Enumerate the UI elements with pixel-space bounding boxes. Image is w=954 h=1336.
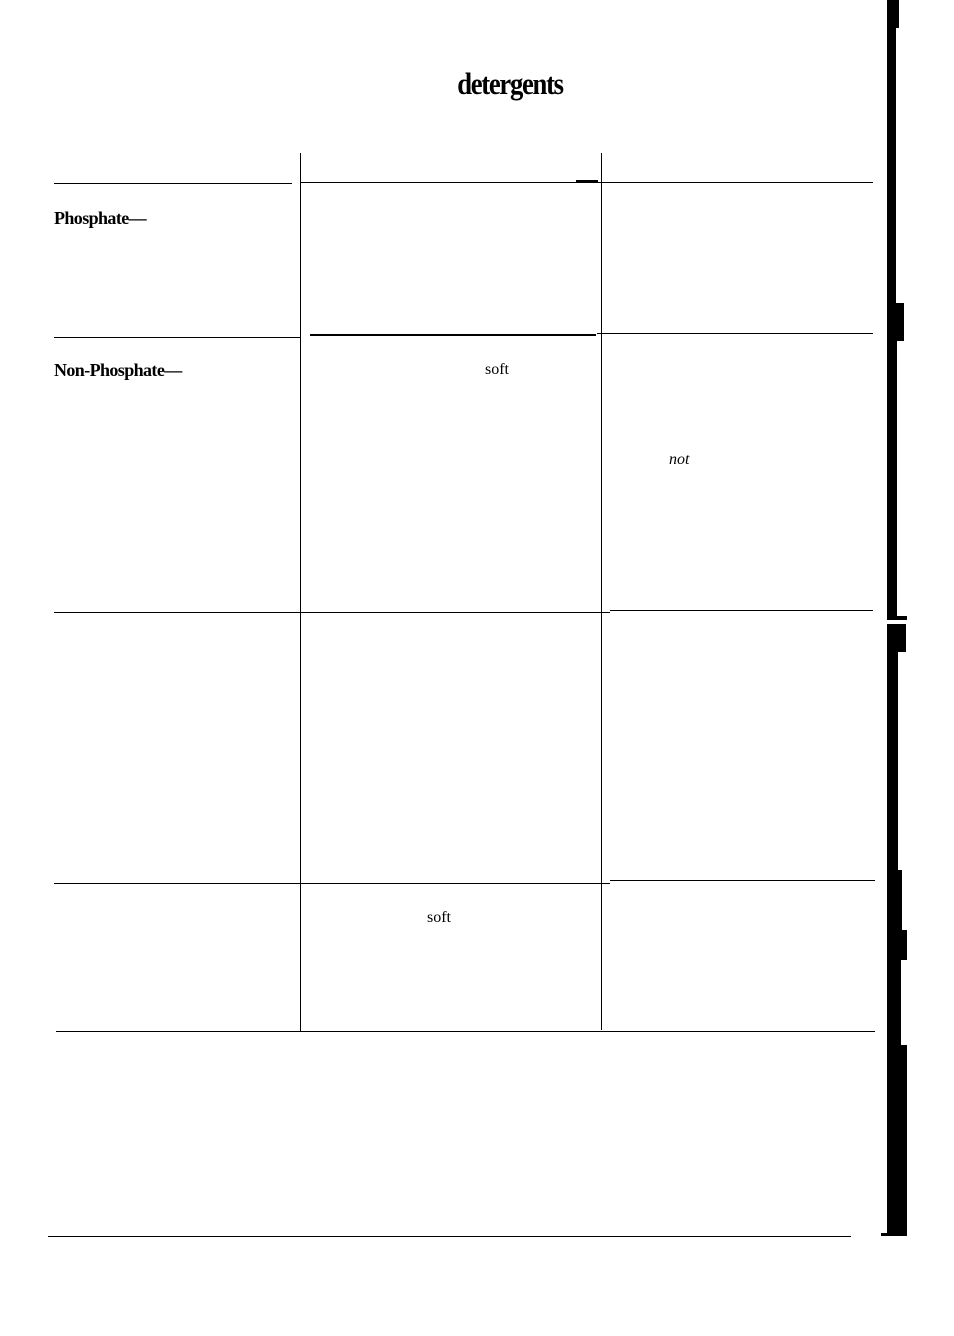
page-title: detergents [457, 66, 563, 101]
cell-text-soft-row4: soft [427, 909, 451, 926]
row-rule-1-col2 [310, 334, 596, 336]
header-rule-col1 [54, 183, 292, 184]
edge-mark [887, 0, 899, 28]
row-label-non-phosphate: Non-Phosphate— [54, 360, 182, 380]
footer-rule [48, 1236, 851, 1237]
cell-text-soft-row2: soft [485, 361, 509, 378]
edge-mark [887, 930, 907, 960]
edge-mark [887, 870, 902, 930]
edge-mark [887, 303, 904, 341]
edge-mark [887, 1045, 907, 1233]
cell-text-not-row2: not [669, 451, 690, 468]
row-rule-1-col3 [597, 333, 873, 334]
edge-mark [887, 616, 907, 620]
row-label-phosphate: Phosphate— [54, 208, 147, 228]
column-divider-2 [601, 153, 602, 1030]
edge-mark [887, 28, 896, 303]
row-rule-3-col3 [610, 880, 875, 881]
edge-mark [887, 624, 906, 652]
edge-mark [881, 1233, 907, 1236]
row-rule-2-col1-2 [54, 612, 610, 613]
row-rule-2-col3 [610, 610, 873, 611]
row-rule-1-col1 [54, 337, 300, 338]
table-bottom-rule [56, 1031, 875, 1032]
header-rule-mark [576, 180, 598, 182]
edge-mark [887, 341, 897, 616]
column-divider-1 [300, 153, 301, 1032]
edge-mark [887, 960, 901, 1045]
row-rule-3-col1-2 [54, 883, 610, 884]
edge-mark [887, 652, 898, 870]
header-rule-col2-3 [300, 182, 873, 183]
